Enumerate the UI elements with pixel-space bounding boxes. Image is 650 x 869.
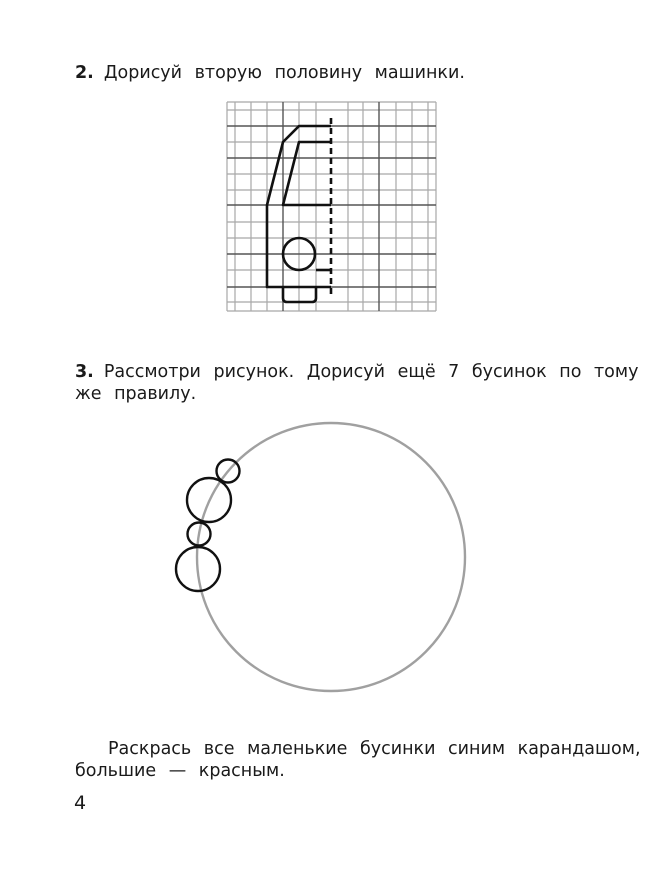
bead-large <box>176 547 220 591</box>
coloring-instruction-line-2 <box>75 760 285 782</box>
grid-major <box>227 102 436 311</box>
task-3-instruction-line-2 <box>75 383 196 405</box>
bead-small <box>217 460 240 483</box>
necklace-circle <box>197 423 465 691</box>
task-3-text-cont: же правилу. <box>75 384 197 404</box>
task-3-text: Рассмотри рисунок. Дорисуй ещё 7 бусинок по тому <box>103 362 639 382</box>
task-2-instruction <box>75 62 465 84</box>
task-2-text: Дорисуй вторую половину машинки. <box>103 63 465 83</box>
coloring-text-cont: большие — красным. <box>75 761 285 781</box>
bead-small <box>188 523 211 546</box>
task-3-number: 3. <box>75 362 94 382</box>
page-number: 4 <box>74 792 87 814</box>
car-half <box>267 126 331 302</box>
bead-large <box>187 478 231 522</box>
grid <box>227 102 436 311</box>
coloring-text: Раскрась все маленькие бусинки синим карандашом, <box>108 739 641 759</box>
beads <box>176 460 240 592</box>
task-3-instruction-line-1 <box>75 361 639 383</box>
task-2-number: 2. <box>75 63 94 83</box>
coloring-instruction-line-1 <box>108 738 641 760</box>
